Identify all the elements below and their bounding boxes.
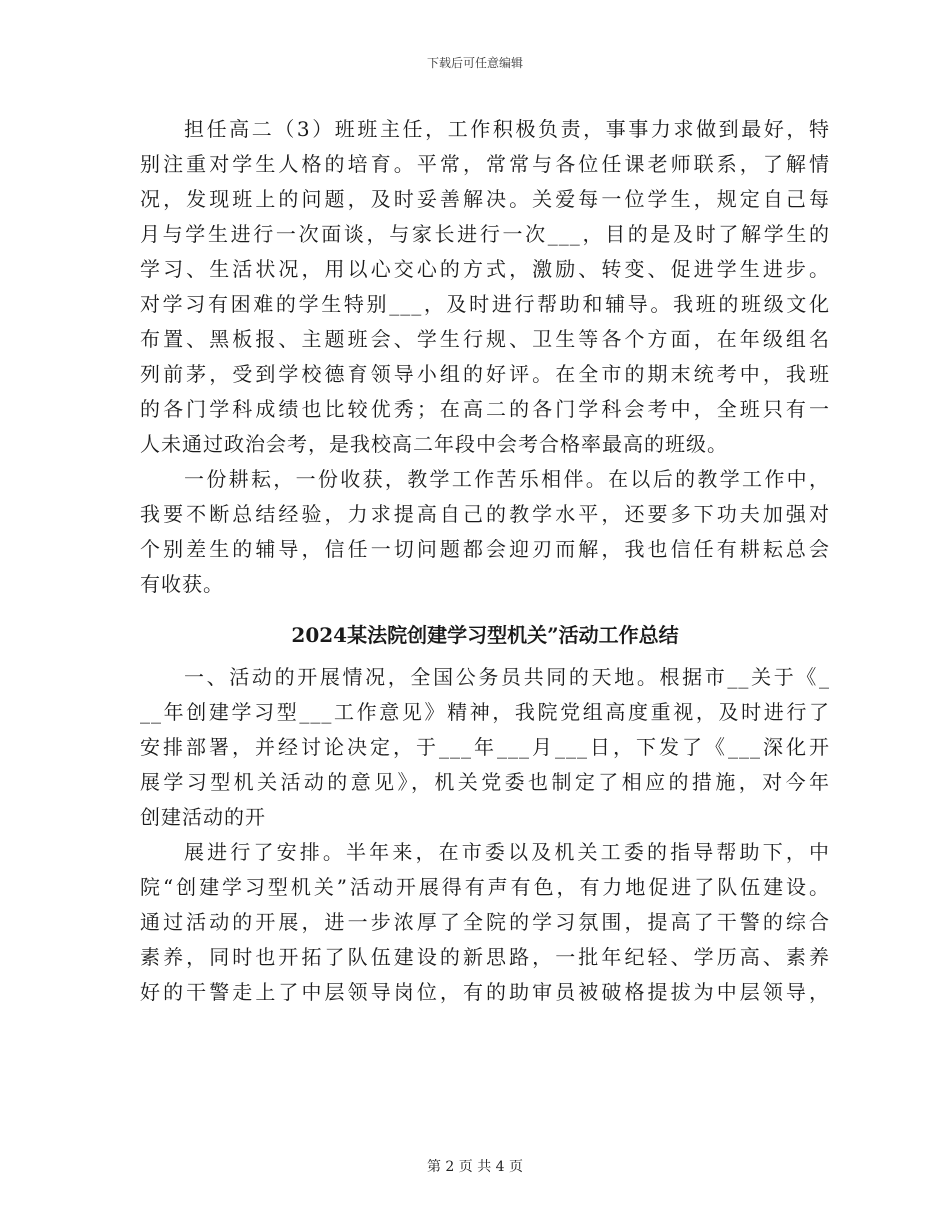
text-line: 展进行了安排。半年来，在市委以及机关工委的指导帮助下，中 bbox=[184, 840, 830, 864]
text-line: 素养，同时也开拓了队伍建设的新思路，一批年纪轻、学历高、素养 bbox=[140, 945, 830, 969]
text-line: 一、活动的开展情况，全国公务员共同的天地。根据市__关于《_ bbox=[184, 665, 830, 689]
paragraph bbox=[140, 462, 830, 602]
text-line: 况，发现班上的问题，及时妥善解决。关爱每一位学生，规定自己每 bbox=[140, 187, 830, 211]
page-number: 第 2 页 共 4 页 bbox=[426, 1159, 524, 1175]
text-line: 一份耕耘，一份收获，教学工作苦乐相伴。在以后的教学工作中， bbox=[184, 467, 830, 491]
text-line: 列前茅，受到学校德育领导小组的好评。在全市的期末统考中，我班 bbox=[140, 362, 830, 386]
text-line: 别注重对学生人格的培育。平常，常常与各位任课老师联系，了解情 bbox=[140, 152, 830, 176]
text-line: 好的干警走上了中层领导岗位，有的助审员被破格提拔为中层领导， bbox=[140, 980, 830, 1004]
text-line: 有收获。 bbox=[140, 572, 224, 596]
text-line: __年创建学习型___工作意见》精神，我院党组高度重视，及时进行了 bbox=[140, 700, 830, 724]
text-line: 创建活动的开 bbox=[140, 805, 266, 829]
header-note: 下载后可任意编辑 bbox=[426, 56, 523, 70]
paragraph bbox=[140, 660, 830, 835]
paragraph bbox=[140, 112, 830, 462]
text-line: 我要不断总结经验，力求提高自己的教学水平，还要多下功夫加强对 bbox=[140, 502, 830, 526]
text-line: 月与学生进行一次面谈，与家长进行一次___，目的是及时了解学生的 bbox=[140, 222, 830, 246]
text-line: 布置、黑板报、主题班会、学生行规、卫生等各个方面，在年级组名 bbox=[140, 327, 830, 351]
text-line: 展学习型机关活动的意见》，机关党委也制定了相应的措施，对今年 bbox=[140, 770, 830, 794]
text-line: 通过活动的开展，进一步浓厚了全院的学习氛围，提高了干警的综合 bbox=[140, 910, 830, 934]
text-line: 人未通过政治会考，是我校高二年段中会考合格率最高的班级。 bbox=[140, 432, 728, 456]
section-title: 2024某法院创建学习型机关”活动工作总结 bbox=[291, 623, 679, 647]
text-line: 的各门学科成绩也比较优秀；在高二的各门学科会考中，全班只有一 bbox=[140, 397, 830, 421]
text-line: 院“创建学习型机关”活动开展得有声有色，有力地促进了队伍建设。 bbox=[140, 875, 830, 899]
text-line: 个别差生的辅导，信任一切问题都会迎刃而解，我也信任有耕耘总会 bbox=[140, 537, 830, 561]
text-line: 担任高二（3）班班主任，工作积极负责，事事力求做到最好，特 bbox=[184, 117, 830, 141]
document-body bbox=[140, 112, 830, 1010]
paragraph bbox=[140, 835, 830, 1010]
text-line: 学习、生活状况，用以心交心的方式，激励、转变、促进学生进步。 bbox=[140, 257, 830, 281]
text-line: 安排部署，并经讨论决定，于___年___月___日，下发了《___深化开 bbox=[140, 735, 830, 759]
text-line: 对学习有困难的学生特别___，及时进行帮助和辅导。我班的班级文化 bbox=[140, 292, 830, 316]
